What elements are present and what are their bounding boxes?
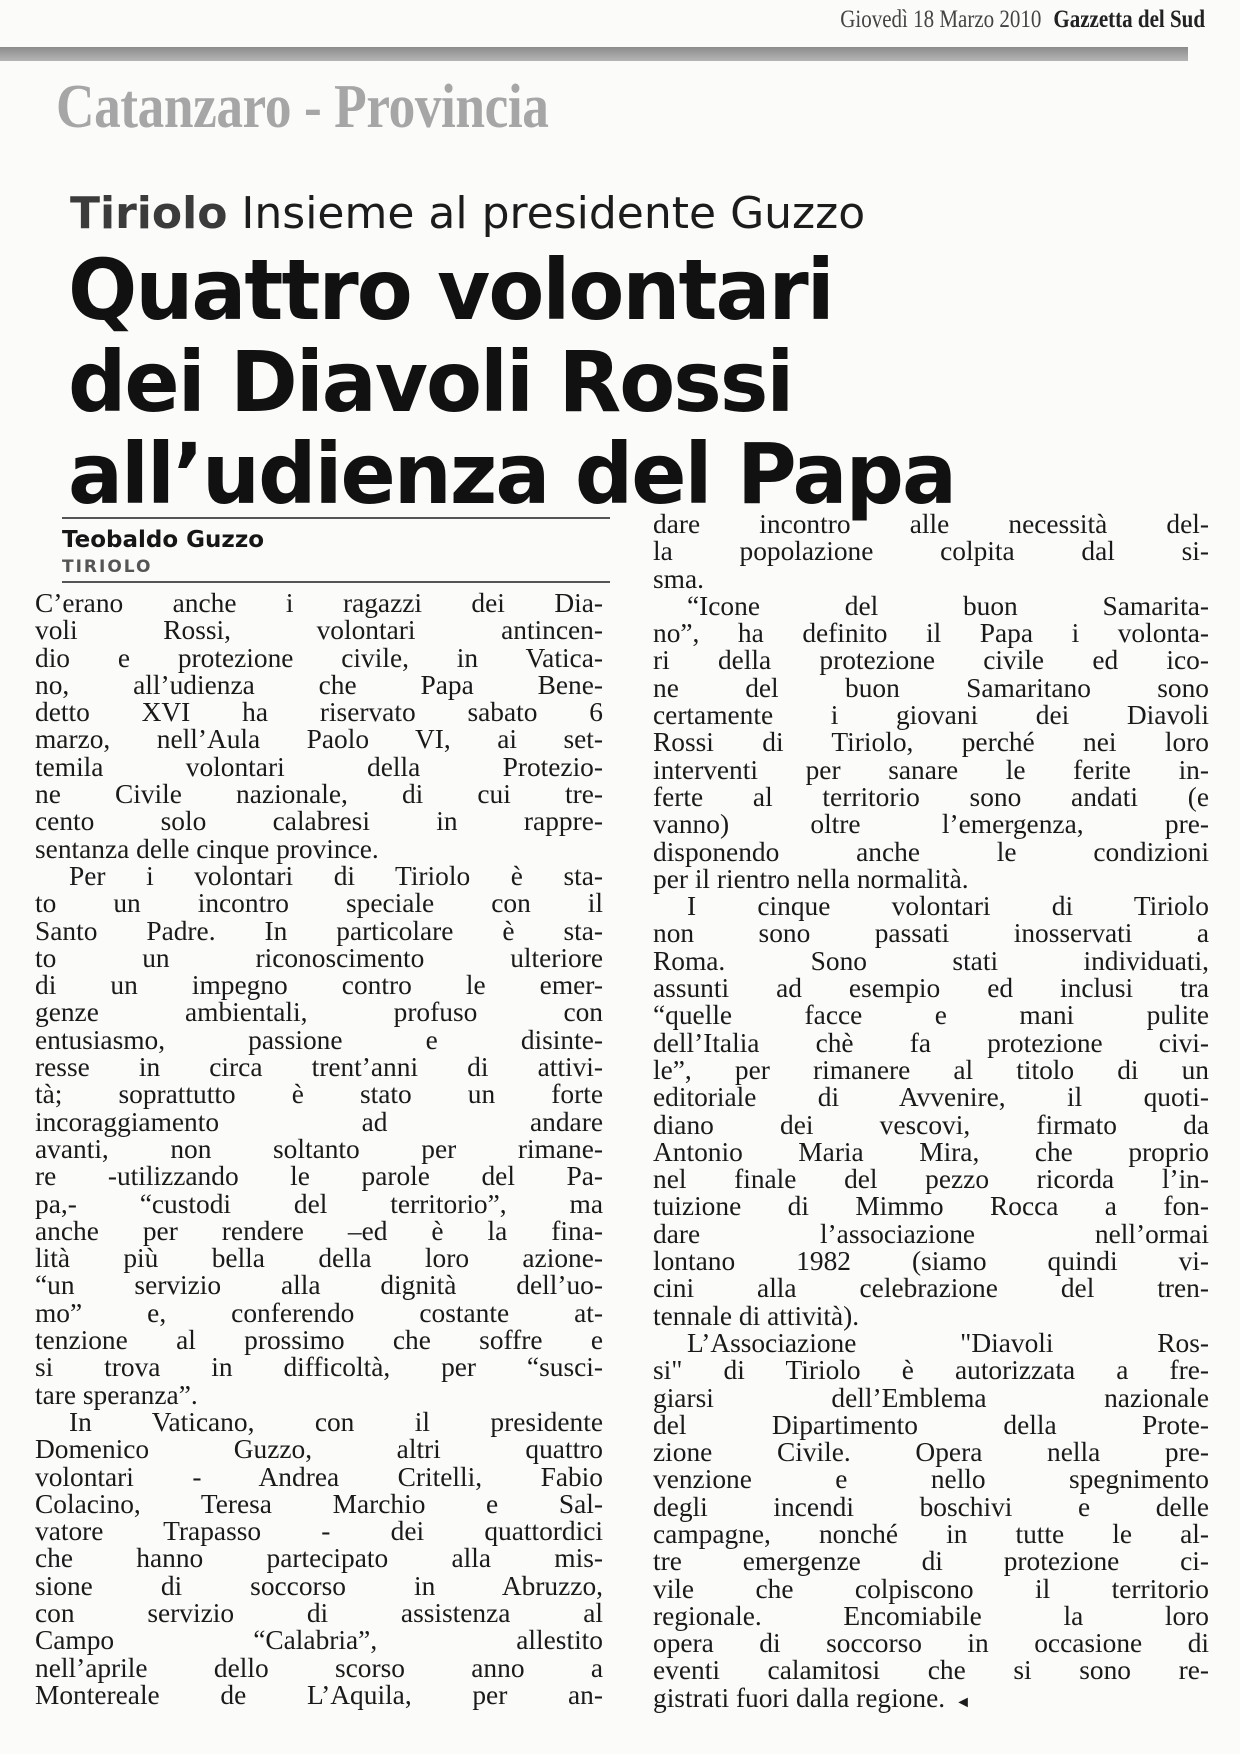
article-line: “un servizio alla dignità dell’uo- — [35, 1270, 603, 1301]
headline — [68, 241, 982, 523]
article-line: ne Civile nazionale, di cui tre- — [35, 779, 603, 810]
article-line: Antonio Maria Mira, che proprio — [653, 1136, 1209, 1167]
article-line: ferte al territorio sono andati (e — [653, 781, 1209, 812]
article-line: dare l’associazione nell’ormai — [653, 1218, 1209, 1249]
byline-author: Teobaldo Guzzo — [62, 527, 265, 553]
article-line: tenzione al prossimo che soffre e — [35, 1325, 603, 1356]
article-line: dio e protezione civile, in Vatica- — [35, 642, 603, 673]
article-line: diano dei vescovi, firmato da — [653, 1109, 1209, 1140]
header-rule — [0, 47, 1188, 61]
newspaper-name: Gazzetta del Sud — [1053, 6, 1206, 33]
article-line: no”, ha definito il Papa i volonta- — [653, 618, 1209, 649]
article-line: “quelle facce e mani pulite — [653, 1000, 1209, 1031]
article-line: degli incendi boschivi e delle — [653, 1491, 1209, 1522]
article-line: editoriale di Avvenire, il quoti- — [653, 1082, 1209, 1113]
article-line: incoraggiamento ad andare — [35, 1106, 603, 1137]
article-line: Campo “Calabria”, allestito — [35, 1625, 603, 1656]
article-column-2 — [653, 511, 1209, 1716]
article-line: voli Rossi, volontari antincen- — [35, 615, 603, 646]
article-line: si" di Tiriolo è autorizzata a fre- — [653, 1355, 1209, 1386]
article-line: ne del buon Samaritano sono — [653, 672, 1209, 703]
article-line: mo” e, conferendo costante at- — [35, 1297, 603, 1328]
article-line: sentanza delle cinque province. — [35, 833, 379, 864]
article-line: Roma. Sono stati individuati, — [653, 945, 1209, 976]
article-line: disponendo anche le condizioni — [653, 836, 1209, 867]
masthead — [840, 6, 1206, 34]
headline-line: all’udienza del Papa — [68, 425, 956, 523]
article-line: dare incontro alle necessità del- — [653, 509, 1209, 539]
article-line: con servizio di assistenza al — [35, 1597, 603, 1628]
article-line: assunti ad esempio ed inclusi tra — [653, 973, 1209, 1004]
headline-line: Quattro volontari — [68, 241, 833, 339]
article-line: campagne, nonché in tutte le al- — [653, 1518, 1209, 1549]
article-line: “Icone del buon Samarita- — [687, 590, 1209, 621]
article-line: Santo Padre. In particolare è sta- — [35, 915, 603, 946]
kicker-text: Insieme al presidente Guzzo — [241, 188, 866, 239]
article-line: tennale di attività). — [653, 1300, 860, 1331]
article-line: dell’Italia chè fa protezione civi- — [653, 1027, 1209, 1058]
article-line: Per i volontari di Tiriolo è sta- — [69, 860, 603, 891]
article-line: avanti, non soltanto per rimane- — [35, 1133, 603, 1164]
article-line: vile che colpiscono il territorio — [653, 1573, 1209, 1604]
article-line: certamente i giovani dei Diavoli — [653, 700, 1209, 731]
article-line: nell’aprile dello scorso anno a — [35, 1652, 603, 1683]
article-line: temila volontari della Protezio- — [35, 751, 603, 782]
article-line: Montereale de L’Aquila, per an- — [35, 1679, 603, 1710]
article-line: In Vaticano, con il presidente — [69, 1406, 603, 1437]
article-line: giarsi dell’Emblema nazionale — [653, 1382, 1209, 1413]
article-line: per il rientro nella normalità. — [653, 863, 969, 894]
article-line: che hanno partecipato alla mis- — [35, 1543, 603, 1574]
article-line: lità più bella della loro azione- — [35, 1243, 603, 1274]
article-line: ri della protezione civile ed ico- — [653, 645, 1209, 676]
section-title: Catanzaro - Provincia — [56, 73, 549, 141]
article-line: anche per rendere –ed è la fina- — [35, 1215, 603, 1246]
article-line: venzione e nello spegnimento — [653, 1464, 1209, 1495]
article-line: no, all’udienza che Papa Bene- — [35, 669, 603, 700]
article-column-1 — [35, 590, 603, 1709]
byline-dateline: TIRIOLO — [62, 557, 153, 577]
article-line: entusiasmo, passione e disinte- — [35, 1024, 603, 1055]
article-line: tre emergenze di protezione ci- — [653, 1546, 1209, 1577]
article-line: si trova in difficoltà, per “susci- — [35, 1352, 603, 1383]
article-line: interventi per sanare le ferite in- — [653, 754, 1209, 785]
article-line: to un incontro speciale con il — [35, 888, 603, 919]
article-line: detto XVI ha riservato sabato 6 — [35, 697, 603, 728]
end-of-article-mark: ◄ — [955, 1693, 971, 1711]
article-line: vanno) oltre l’emergenza, pre- — [653, 809, 1209, 840]
article-line: eventi calamitosi che si sono re- — [653, 1655, 1209, 1686]
article-line: regionale. Encomiabile la loro — [653, 1600, 1209, 1631]
article-line: tuizione di Mimmo Rocca a fon- — [653, 1191, 1209, 1222]
article-line: Rossi di Tiriolo, perché nei loro — [653, 727, 1209, 758]
article-line: lontano 1982 (siamo quindi vi- — [653, 1246, 1209, 1277]
article-line: cento solo calabresi in rappre- — [35, 806, 603, 837]
article-line: la popolazione colpita dal si- — [653, 536, 1209, 567]
article-line: re -utilizzando le parole del Pa- — [35, 1161, 603, 1192]
article-line: cini alla celebrazione del tren- — [653, 1273, 1209, 1304]
article-line: del Dipartimento della Prote- — [653, 1409, 1209, 1440]
article-line: tà; soprattutto è stato un forte — [35, 1079, 603, 1110]
article-line: sma. — [653, 563, 704, 594]
article-line: Colacino, Teresa Marchio e Sal- — [35, 1488, 603, 1519]
article-line: C’erano anche i ragazzi dei Dia- — [35, 588, 603, 618]
article-line: opera di soccorso in occasione di — [653, 1628, 1209, 1659]
article-line: volontari - Andrea Critelli, Fabio — [35, 1461, 603, 1492]
article-line: to un riconoscimento ulteriore — [35, 942, 603, 973]
article-line: L’Associazione "Diavoli Ros- — [687, 1327, 1209, 1358]
article-line: pa,- “custodi del territorio”, ma — [35, 1188, 603, 1219]
kicker-place: Tiriolo — [70, 188, 228, 239]
article-line: di un impegno contro le emer- — [35, 970, 603, 1001]
article-line: non sono passati inosservati a — [653, 918, 1209, 949]
article-line: zione Civile. Opera nella pre- — [653, 1437, 1209, 1468]
article-line: resse in circa trent’anni di attivi- — [35, 1052, 603, 1083]
article-line: gistrati fuori dalla regione. ◄ — [653, 1682, 971, 1713]
issue-date: Giovedì 18 Marzo 2010 — [840, 6, 1042, 33]
article-line: marzo, nell’Aula Paolo VI, ai set- — [35, 724, 603, 755]
byline — [62, 517, 610, 583]
article-line: vatore Trapasso - dei quattordici — [35, 1516, 603, 1547]
headline-line: dei Diavoli Rossi — [68, 333, 793, 431]
article-line: Domenico Guzzo, altri quattro — [35, 1434, 603, 1465]
article-line: sione di soccorso in Abruzzo, — [35, 1570, 603, 1601]
kicker — [70, 188, 865, 239]
article-line: nel finale del pezzo ricorda l’in- — [653, 1164, 1209, 1195]
article-line: I cinque volontari di Tiriolo — [687, 891, 1209, 922]
article-line: le”, per rimanere al titolo di un — [653, 1054, 1209, 1085]
article-line: genze ambientali, profuso con — [35, 997, 603, 1028]
article-line: tare speranza”. — [35, 1379, 198, 1410]
